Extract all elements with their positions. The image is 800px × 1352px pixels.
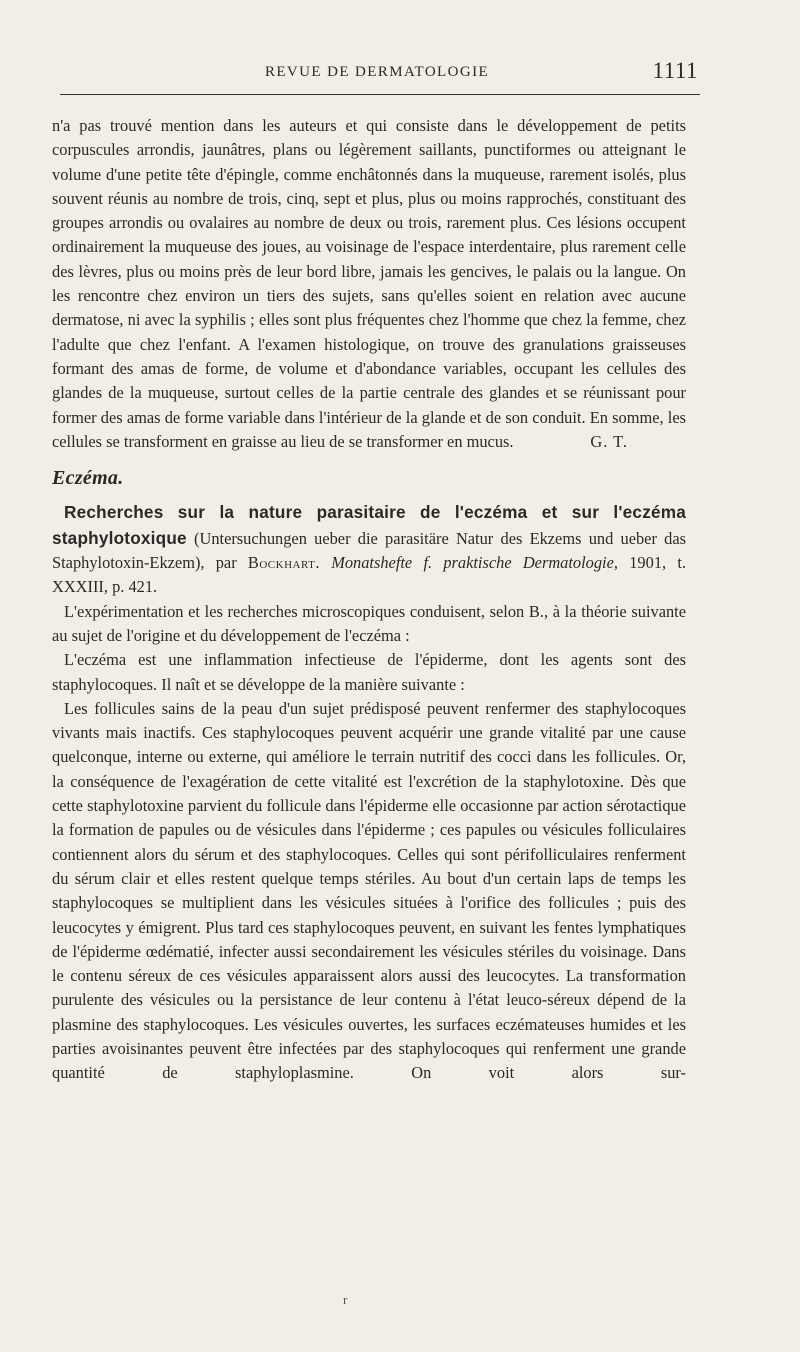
article-author: Bockhart.	[247, 553, 320, 573]
paragraph-intro	[52, 114, 686, 454]
footer-mark: r	[343, 1292, 348, 1307]
page-header	[56, 58, 698, 88]
article-citation: 1901, t. XXXIII, p. 421.	[52, 553, 686, 597]
article-reference	[52, 500, 686, 599]
paragraph-intro-text: n'a pas trouvé mention dans les auteurs et qui consiste dans le développement de petits corpuscules arrondis, jaunâtres, plans ou légèrement saillants, punctiformes ou atteignant le volume d'une petite tête d'épingle, comme enchâtonnés dans la muqueuse, rarement isolés, plus souvent réunis au nombre de trois, cinq, sept et plus, plus ou moins rapprochés, constituant des groupes arrondis ou ovalaires au nombre de deux ou trois, rarement plus. Ces lésions occupent ordinairement la muqueuse des joues, au voisinage de l'espace interdentaire, plus rarement celle des lèvres, plus ou moins près de leur bord libre, jamais les gencives, le palais ou la langue. On les rencontre chez environ un tiers des sujets, sans qu'elles soient en relation avec aucune dermatose, ni avec la syphilis ; elles sont plus fréquentes chez l'homme que chez la femme, chez l'adulte que chez l'enfant. A l'examen histologique, on trouve des granulations graisseuses formant des amas de forme, de volume et d'abondance variables, occupant les cellules des glandes de la muqueuse, surtout celles de la partie centrale des glandes et se réunissant pour former des amas de forme variable dans l'intérieur de la glande et de son conduit. En somme, les cellules se transforment en graisse au lieu de se transformer en mucus.	[52, 116, 686, 451]
page-number: 1111	[652, 58, 698, 83]
paragraph: L'eczéma est une inflammation infectieuse de l'épiderme, dont les agents sont des staphylocoques. Il naît et se développe de la manière suivante :	[52, 650, 686, 694]
section-heading: Eczéma.	[52, 467, 124, 490]
body-text	[52, 114, 686, 1086]
paragraph: L'expérimentation et les recherches microscopiques conduisent, selon B., à la théorie suivante au sujet de l'origine et du développement de l'eczéma :	[52, 601, 686, 645]
paragraph: Les follicules sains de la peau d'un sujet prédisposé peuvent renfermer des staphylocoques vivants mais inactifs. Ces staphylocoques peuvent acquérir une grande vitalité par une cause quelconque, interne ou externe, qui améliore le terrain nutritif des cocci dans les follicules. Or, la conséquence de l'exagération de cette vitalité est l'excrétion de la staphylotoxine. Dès que cette staphylotoxine parvient du follicule dans l'épiderme elle occasionne par action sérotactique la formation de papules ou de vésicules dans l'épiderme ; ces papules ou vésicules folliculaires contiennent alors du sérum et des staphylocoques. Celles qui sont périfolliculaires renferment du sérum clair et elles restent quelque temps stériles. Au bout d'un certain laps de temps les staphylocoques se multiplient dans les vésicules situées à l'orifice des follicules ; puis des leucocytes y émigrent. Plus tard ces staphylocoques peuvent, en suivant les fentes lymphatiques de l'épiderme œdématié, infecter aussi secondairement les vésicules stériles du voisinage. Dans le contenu séreux de ces vésicules apparaissent alors aussi des leucocytes. La transformation purulente des vésicules ou la persistance de leur contenu à l'état leuco-séreux dépend de la plasmine des staphylocoques. Les vésicules ouvertes, les surfaces eczémateuses humides et les parties avoisinantes peuvent être infectées par des staphylocoques qui renferment une grande quantité de staphyloplasmine. On voit alors sur-	[52, 698, 686, 1083]
article-title: Recherches sur la nature parasitaire de l'eczéma et sur l'eczéma staphylotoxique	[52, 502, 686, 548]
running-title: REVUE DE DERMATOLOGIE	[264, 64, 490, 80]
header-rule	[60, 94, 700, 95]
article-journal: Monatshefte f. praktische Dermatologie,	[319, 553, 618, 573]
article-subtitle: (Untersuchungen ueber die parasitäre Natur des Ekzems und ueber das Staphylotoxin-Ekzem), par	[52, 528, 686, 573]
signature: G. T.	[590, 431, 628, 451]
